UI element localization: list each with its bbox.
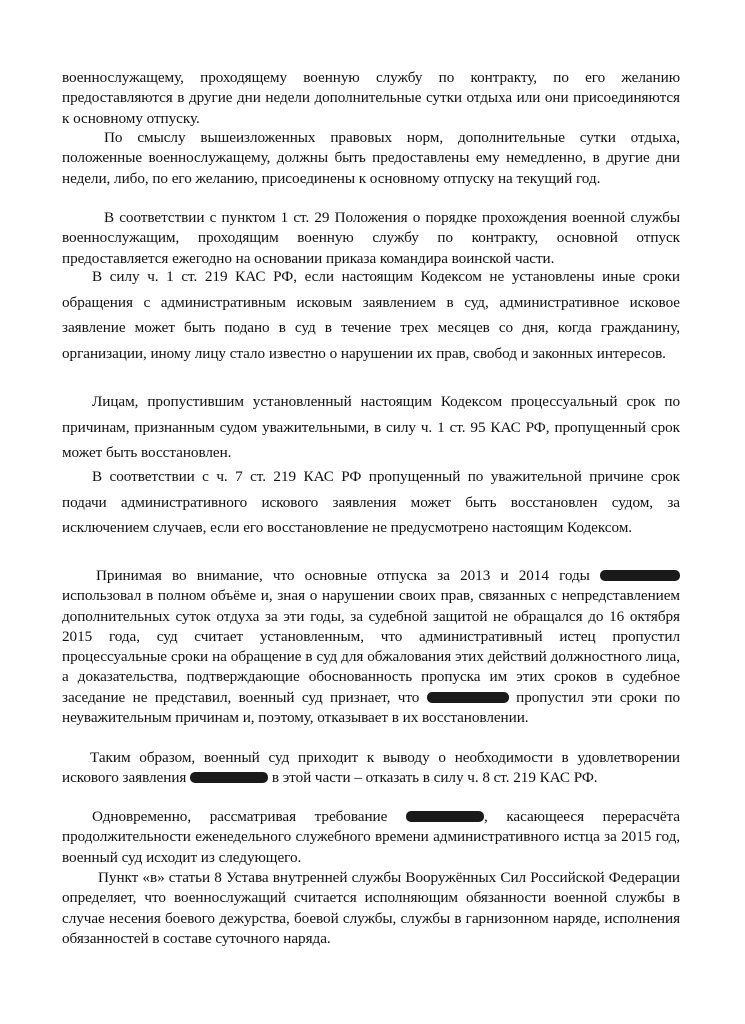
- paragraph-text: В соответствии с ч. 7 ст. 219 КАС РФ пропущенный по уважительной причине срок подачи административного искового заявления может быть восстановлен судом, за исключением случаев, если его восстановление не предусмотрено настоящим Кодексом.: [62, 468, 680, 537]
- paragraph-text: пропустил эти сроки по неуважительным причинам и, поэтому, отказывает в их восстановлении.: [62, 688, 680, 727]
- paragraph-text: Пункт «в» статьи 8 Устава внутренней службы Вооружённых Сил Российской Федерации определяет, что военнослужащий считается исполняющим обязанности военной службы в случае несения боевого дежурства, боевой службы, службы в гарнизонном наряде, исполнения обязанностей в составе суточного наряда.: [62, 869, 680, 947]
- paragraph-3: [62, 208, 680, 269]
- paragraph-9: [62, 807, 680, 868]
- paragraph-8: [62, 748, 680, 789]
- redacted-name: [190, 772, 268, 783]
- paragraph-text: , касающееся перерасчёта продолжительности еженедельного служебного времени административного истца за 2015 год, военный суд исходит из следующего.: [62, 808, 680, 866]
- redacted-name: [600, 570, 680, 581]
- paragraph-5: [62, 389, 680, 466]
- paragraph-1: [62, 68, 680, 129]
- paragraph-text: Таким образом, военный суд приходит к выводу о необходимости в удовлетворении искового заявления: [62, 749, 680, 787]
- paragraph-6: [62, 464, 680, 541]
- paragraph-text: В силу ч. 1 ст. 219 КАС РФ, если настоящим Кодексом не установлены иные сроки обращения с административным исковым заявлением в суд, административное исковое заявление может быть подано в суд в течение трех месяцев со дня, когда гражданину, организации, иному лицу стало известно о нарушении их прав, свобод и законных интересов.: [62, 268, 680, 362]
- paragraph-2: [62, 128, 680, 189]
- paragraph-text: В соответствии с пунктом 1 ст. 29 Положения о порядке прохождения военной службы военнослужащим, проходящим военную службу по контракту, основной отпуск предоставляется ежегодно на основании приказа командира воинской части.: [62, 209, 680, 267]
- paragraph-4: [62, 264, 680, 366]
- paragraph-text: Принимая во внимание, что основные отпуска за 2013 и 2014 годы: [96, 567, 590, 584]
- redacted-name: [427, 692, 509, 703]
- paragraph-text: военнослужащему, проходящему военную службу по контракту, по его желанию предоставляются в другие дни недели дополнительные сутки отдыха или они присоединяются к основному отпуску.: [62, 69, 680, 127]
- paragraph-text: в этой части – отказать в силу ч. 8 ст. 219 КАС РФ.: [271, 769, 598, 787]
- paragraph-text: По смыслу вышеизложенных правовых норм, дополнительные сутки отдыха, положенные военнослужащему, должны быть предоставлены ему немедленно, в другие дни недели, либо, по его желанию, присоединены к основному отпуску на текущий год.: [62, 129, 680, 187]
- paragraph-7: [62, 566, 680, 728]
- redacted-name: [406, 811, 484, 822]
- paragraph-text: Лицам, пропустившим установленный настоящим Кодексом процессуальный срок по причинам, признанным судом уважительными, в силу ч. 1 ст. 95 КАС РФ, пропущенный срок может быть восстановлен.: [62, 393, 680, 462]
- paragraph-text: использовал в полном объёме и, зная о нарушении своих прав, связанных с непредставлением дополнительных суток отдуха за эти годы, за судебной защитой не обращался до 16 октября 2015 года, суд считает установленным, что административный истец пропустил процессуальные сроки на обращение в суд для обжалования этих действий должностного лица, а доказательства, подтверждающие обоснованность пропуска им этих сроков в судебное заседание не представил, военный суд признает, что: [62, 587, 680, 706]
- paragraph-text: Одновременно, рассматривая требование: [92, 808, 388, 825]
- paragraph-10: [62, 868, 680, 949]
